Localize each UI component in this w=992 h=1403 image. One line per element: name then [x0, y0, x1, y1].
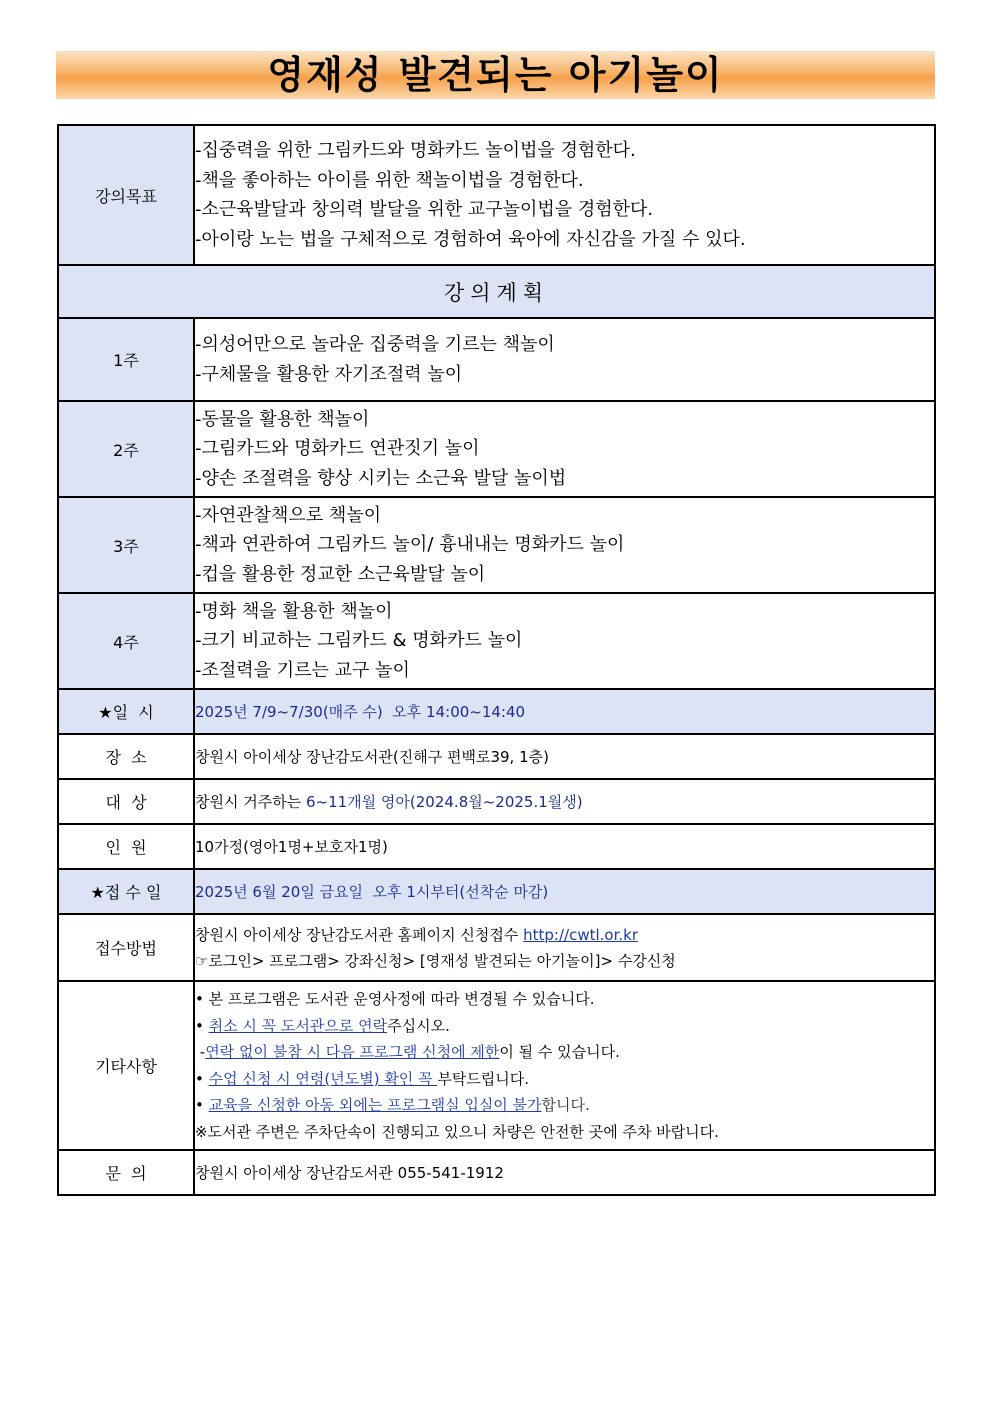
method-row: [58, 914, 935, 981]
plan-header: 강의계획: [58, 265, 935, 318]
title-banner: [56, 51, 935, 99]
week-row: [58, 593, 935, 689]
target-content: [194, 779, 935, 824]
note-emphasis: 교육을 신청한 아동 외에는 프로그램실 입실이 불가: [208, 1096, 542, 1114]
goals-row: [58, 125, 935, 265]
homepage-link[interactable]: http://cwtl.or.kr: [523, 925, 639, 944]
place-value: 창원시 아이세상 장난감도서관(진해구 편백로39, 1층): [194, 734, 935, 779]
people-label: 인 원: [58, 824, 194, 869]
goals-content: [194, 125, 935, 265]
plan-header-row: [58, 265, 935, 318]
week-content: [194, 318, 935, 401]
place-row: [58, 734, 935, 779]
note-item: ※도서관 주변은 주차단속이 진행되고 있으니 차량은 안전한 곳에 주차 바랍니다.: [195, 1122, 719, 1141]
goal-item: -아이랑 노는 법을 구체적으로 경험하여 육아에 자신감을 가질 수 있다.: [195, 228, 746, 250]
week-row: [58, 497, 935, 593]
notes-content: [194, 981, 935, 1150]
people-value: 10가정(영아1명+보호자1명): [194, 824, 935, 869]
week-item: -의성어만으로 놀라운 집중력을 기르는 책놀이: [195, 334, 555, 355]
note-item: • 본 프로그램은 도서관 운영사정에 따라 변경될 수 있습니다.: [195, 990, 595, 1008]
week-item: -크기 비교하는 그림카드 & 명화카드 놀이: [195, 630, 523, 652]
method-line2: ☞로그인> 프로그램> 강좌신청> [영재성 발견되는 아기놀이]> 수강신청: [195, 951, 676, 970]
note-item: • 교육을 신청한 아동 외에는 프로그램실 입실이 불가합니다.: [195, 1096, 590, 1114]
note-emphasis: 연락 없이 불참 시 다음 프로그램 신청에 제한: [205, 1043, 500, 1061]
week-item: -조절력을 기르는 교구 놀이: [195, 659, 410, 681]
note-item: -연락 없이 불참 시 다음 프로그램 신청에 제한이 될 수 있습니다.: [199, 1043, 620, 1061]
reception-date-label: ★접 수 일: [58, 869, 194, 914]
contact-label: 문 의: [58, 1150, 194, 1195]
contact-row: [58, 1150, 935, 1195]
week-item: -자연관찰책으로 책놀이: [195, 504, 382, 526]
place-label: 장 소: [58, 734, 194, 779]
contact-value: 창원시 아이세상 장난감도서관 055-541-1912: [194, 1150, 935, 1195]
schedule-value: 2025년 7/9~7/30(매주 수) 오후 14:00~14:40: [194, 689, 935, 734]
week-item: -책과 연관하여 그림카드 놀이/ 흉내내는 명화카드 놀이: [195, 534, 625, 556]
week-row: [58, 318, 935, 401]
week-content: [194, 593, 935, 689]
people-row: [58, 824, 935, 869]
target-prefix: 창원시 거주하는: [195, 793, 306, 811]
week-item: -구체물을 활용한 자기조절력 놀이: [195, 363, 463, 385]
notes-label: 기타사항: [58, 981, 194, 1150]
week-label: 4주: [58, 593, 194, 689]
notes-row: [58, 981, 935, 1150]
week-label: 3주: [58, 497, 194, 593]
note-emphasis: 취소 시 꼭 도서관으로 연락: [208, 1016, 388, 1035]
week-label: 2주: [58, 401, 194, 497]
schedule-label: ★일 시: [58, 689, 194, 734]
goal-item: -책을 좋아하는 아이를 위한 책놀이법을 경험한다.: [195, 169, 584, 191]
week-content: [194, 497, 935, 593]
week-content: [194, 401, 935, 497]
week-item: -동물을 활용한 책놀이: [195, 408, 370, 430]
week-item: -그림카드와 명화카드 연관짓기 놀이: [195, 438, 480, 460]
goals-label: 강의목표: [58, 125, 194, 265]
week-label: 1주: [58, 318, 194, 401]
goal-item: -집중력을 위한 그림카드와 명화카드 놀이법을 경험한다.: [195, 140, 636, 161]
note-item: • 취소 시 꼭 도서관으로 연락주십시오.: [195, 1016, 450, 1035]
week-item: -양손 조절력을 향상 시키는 소근육 발달 놀이법: [195, 467, 567, 489]
target-label: 대 상: [58, 779, 194, 824]
note-item: • 수업 신청 시 연령(년도별) 확인 꼭 부탁드립니다.: [195, 1069, 530, 1088]
program-table: [57, 124, 936, 1196]
week-item: -컵을 활용한 정교한 소근육발달 놀이: [195, 563, 486, 585]
target-row: [58, 779, 935, 824]
note-emphasis: 수업 신청 시 연령(년도별) 확인 꼭: [208, 1069, 438, 1088]
method-label: 접수방법: [58, 914, 194, 981]
method-line1: 창원시 아이세상 장난감도서관 홈페이지 신청접수: [195, 925, 524, 944]
week-row: [58, 401, 935, 497]
reception-date-value: 2025년 6월 20일 금요일 오후 1시부터(선착순 마감): [194, 869, 935, 914]
method-content: [194, 914, 935, 981]
target-value: 6~11개월 영아(2024.8월~2025.1월생): [305, 793, 583, 811]
page-title: 영재성 발견되는 아기놀이: [267, 53, 724, 97]
schedule-row: [58, 689, 935, 734]
reception-date-row: [58, 869, 935, 914]
goal-item: -소근육발달과 창의력 발달을 위한 교구놀이법을 경험한다.: [195, 199, 654, 220]
week-item: -명화 책을 활용한 책놀이: [195, 600, 393, 622]
